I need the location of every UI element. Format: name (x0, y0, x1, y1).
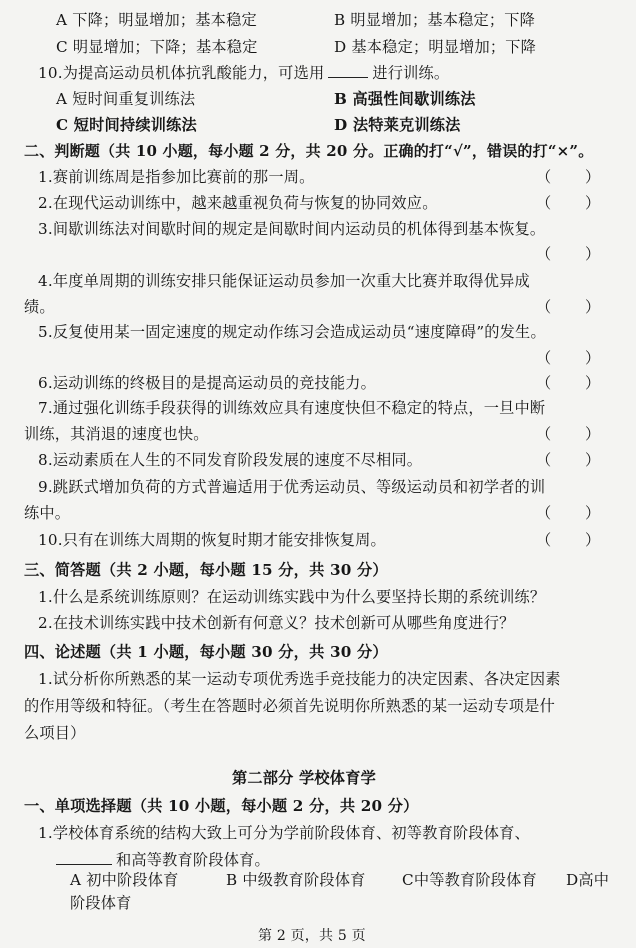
part2-q1-option-c: C中等教育阶段体育 (402, 871, 537, 889)
part-2-section-1-heading (24, 796, 419, 816)
tf-item-5: 5.反复使用某一固定速度的规定动作练习会造成运动员“速度障碍”的发生。 (38, 323, 546, 341)
q9-option-b: B 明显增加；基本稳定；下降 (334, 11, 536, 29)
tf-answer-4: （ ） (536, 298, 601, 316)
tf-item-7-cont: 训练，其消退的速度也快。 (24, 425, 209, 443)
part2-q1-line-2 (56, 850, 270, 870)
section-4-heading-text: 四、论述题（共 1 小题，每小题 30 分，共 30 分） (24, 643, 388, 661)
q9-option-a: A 下降；明显增加；基本稳定 (56, 11, 257, 29)
answer-blank (328, 63, 368, 78)
q10-option-a: A 短时间重复训练法 (56, 90, 196, 108)
tf-answer-9: （ ） (536, 504, 601, 522)
tf-item-3: 3.间歇训练法对间歇时间的规定是间歇时间内运动员的机体得到基本恢复。 (38, 220, 546, 238)
tf-answer-10: （ ） (536, 531, 601, 549)
tf-answer-2: （ ） (536, 194, 601, 212)
q9-option-d: D 基本稳定；明显增加；下降 (334, 38, 537, 56)
section-3-heading-text: 三、简答题（共 2 小题，每小题 15 分，共 30 分） (24, 561, 388, 579)
part2-q1-line-2-text: 和高等教育阶段体育。 (116, 851, 270, 869)
section-4-heading (24, 642, 388, 662)
tf-item-6: 6.运动训练的终极目的是提高运动员的竞技能力。 (38, 374, 377, 392)
section-2-heading: 二、判断题（共 10 小题，每小题 2 分，共 20 分。正确的打“√”，错误的打“×”。 (24, 142, 594, 160)
short-answer-2: 2.在技术训练实践中技术创新有何意义？技术创新可从哪些角度进行？ (38, 614, 515, 632)
part-2-title: 第二部分 学校体育学 (232, 769, 376, 787)
q10-option-b: B 高强性间歇训练法 (334, 90, 476, 108)
page-number: 第 2 页，共 5 页 (258, 928, 366, 944)
tf-answer-8: （ ） (536, 451, 601, 469)
essay-line-3: 么项目） (24, 724, 86, 742)
tf-item-4: 4.年度单周期的训练安排只能保证运动员参加一次重大比赛并取得优异成 (38, 272, 530, 290)
q10-stem (38, 63, 449, 83)
q10-stem-tail: 进行训练。 (372, 64, 450, 82)
tf-answer-3: （ ） (536, 245, 601, 263)
q10-stem-text: 10.为提高运动员机体抗乳酸能力，可选用 (38, 64, 325, 82)
section-3-heading (24, 560, 388, 580)
part2-q1-option-b: B 中级教育阶段体育 (226, 871, 366, 889)
tf-item-4-cont: 绩。 (24, 298, 55, 316)
tf-answer-1: （ ） (536, 168, 601, 186)
tf-answer-7: （ ） (536, 425, 601, 443)
q9-option-c: C 明显增加；下降；基本稳定 (56, 38, 258, 56)
part2-q1-option-d-cont: 阶段体育 (70, 894, 132, 912)
part-2-section-1-heading-text: 一、单项选择题（共 10 小题，每小题 2 分，共 20 分） (24, 797, 419, 815)
tf-item-1: 1.赛前训练周是指参加比赛前的那一周。 (38, 168, 315, 186)
tf-answer-6: （ ） (536, 374, 601, 392)
part2-q1-line-1: 1.学校体育系统的结构大致上可分为学前阶段体育、初等教育阶段体育、 (38, 824, 530, 842)
tf-item-7: 7.通过强化训练手段获得的训练效应具有速度快但不稳定的特点，一旦中断 (38, 399, 546, 417)
part2-q1-option-a: A 初中阶段体育 (70, 871, 179, 889)
q10-option-c: C 短时间持续训练法 (56, 116, 197, 134)
tf-item-9: 9.跳跃式增加负荷的方式普遍适用于优秀运动员、等级运动员和初学者的训 (38, 478, 546, 496)
answer-blank (56, 850, 112, 865)
q10-option-d: D 法特莱克训练法 (334, 116, 461, 134)
tf-item-9-cont: 练中。 (24, 504, 71, 522)
tf-item-10: 10.只有在训练大周期的恢复时期才能安排恢复周。 (38, 531, 386, 549)
tf-item-8: 8.运动素质在人生的不同发育阶段发展的速度不尽相同。 (38, 451, 423, 469)
short-answer-1: 1.什么是系统训练原则？在运动训练实践中为什么要坚持长期的系统训练？ (38, 588, 546, 606)
essay-line-2: 的作用等级和特征。（考生在答题时必须首先说明你所熟悉的某一运动专项是什 (24, 697, 555, 715)
part2-q1-option-d: D高中 (566, 871, 610, 889)
tf-item-2: 2.在现代运动训练中，越来越重视负荷与恢复的协同效应。 (38, 194, 438, 212)
essay-line-1: 1.试分析你所熟悉的某一运动专项优秀选手竞技能力的决定因素、各决定因素 (38, 670, 561, 688)
tf-answer-5: （ ） (536, 349, 601, 367)
